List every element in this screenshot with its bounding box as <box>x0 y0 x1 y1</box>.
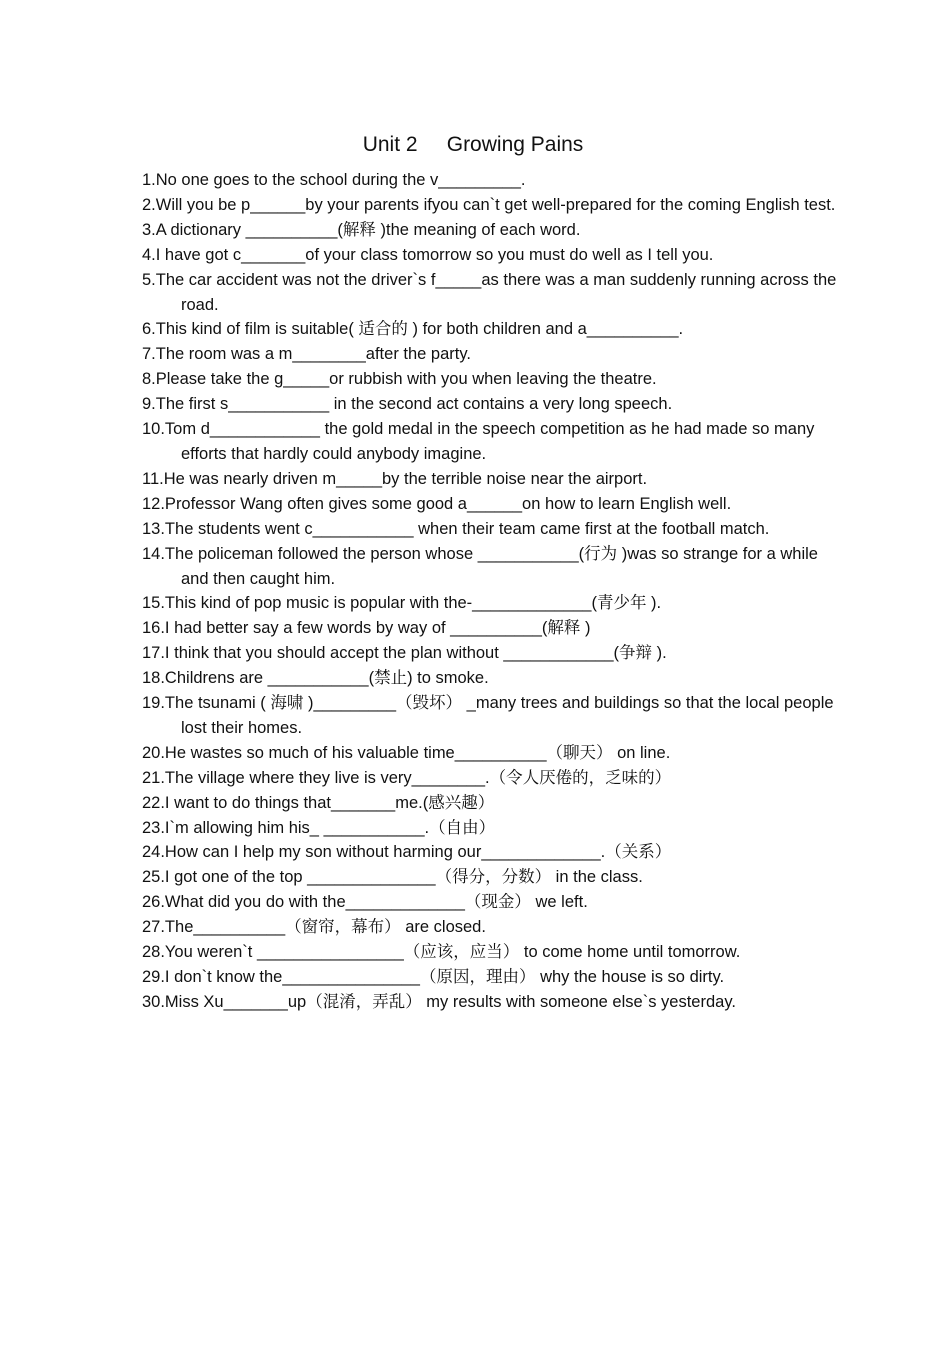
question-item: 21.The village where they live is very________.（令人厌倦的，乏味的） <box>142 768 672 787</box>
question-item: 20.He wastes so much of his valuable time__________（聊天） on line. <box>142 743 671 762</box>
question-item: 29.I don`t know the_______________（原因，理由） why the house is so dirty. <box>142 968 725 986</box>
question-item: 3.A dictionary __________(解释 )the meaning of each word. <box>142 220 581 239</box>
question-list <box>142 168 842 1015</box>
question-item: 25.I got one of the top ______________（得分，分数） in the class. <box>142 868 643 887</box>
question-item: 13.The students went c___________ when their team came first at the football match. <box>142 519 770 538</box>
question-item: 7.The room was a m________after the party. <box>142 345 471 364</box>
question-item: 19.The tsunami ( 海啸 )_________（毁坏） _many trees and buildings so that the local people lost their homes. <box>142 694 834 737</box>
question-item: 28.You weren`t ________________（应该，应当） to come home until tomorrow. <box>142 943 741 962</box>
question-item: 4.I have got c_______of your class tomorrow so you must do well as I tell you. <box>142 245 714 264</box>
question-item: 8.Please take the g_____or rubbish with you when leaving the theatre. <box>142 370 657 389</box>
question-item: 23.I`m allowing him his_ ___________.（自由） <box>142 818 496 837</box>
question-item: 9.The first s___________ in the second act contains a very long speech. <box>142 395 673 414</box>
question-item: 26.What did you do with the_____________（现金） we left. <box>142 893 588 912</box>
question-item: 16.I had better say a few words by way of __________(解释 ) <box>142 619 591 638</box>
question-item: 6.This kind of film is suitable( 适合的 ) for both children and a__________. <box>142 320 684 339</box>
question-item: 12.Professor Wang often gives some good a______on how to learn English well. <box>142 494 732 513</box>
page-title: Unit 2 Growing Pains <box>362 133 584 156</box>
question-item: 22.I want to do things that_______me.(感兴趣） <box>142 793 495 812</box>
question-item: 30.Miss Xu_______up（混淆，弄乱） my results with someone else`s yesterday. <box>142 992 736 1011</box>
question-item: 14.The policeman followed the person whose ___________(行为 )was so strange for a while and then caught him. <box>142 544 818 588</box>
question-item: 2.Will you be p______by your parents ifyou can`t get well-prepared for the coming English test. <box>142 195 836 214</box>
question-item: 15.This kind of pop music is popular with the-_____________(青少年 ). <box>142 594 662 613</box>
question-item: 5.The car accident was not the driver`s f_____as there was a man suddenly running across the road. <box>142 270 837 314</box>
question-item: 18.Childrens are ___________(禁止) to smoke. <box>142 669 489 688</box>
question-item: 11.He was nearly driven m_____by the terrible noise near the airport. <box>142 469 648 488</box>
question-item: 17.I think that you should accept the plan without ____________(争辩 ). <box>142 644 667 663</box>
question-item: 1.No one goes to the school during the v_________. <box>142 171 526 189</box>
question-item: 10.Tom d____________ the gold medal in the speech competition as he had made so many efforts that hardly could anybody imagine. <box>142 420 815 463</box>
question-item: 24.How can I help my son without harming our_____________.（关系） <box>142 843 672 862</box>
question-item: 27.The__________（窗帘，幕布） are closed. <box>142 918 486 937</box>
